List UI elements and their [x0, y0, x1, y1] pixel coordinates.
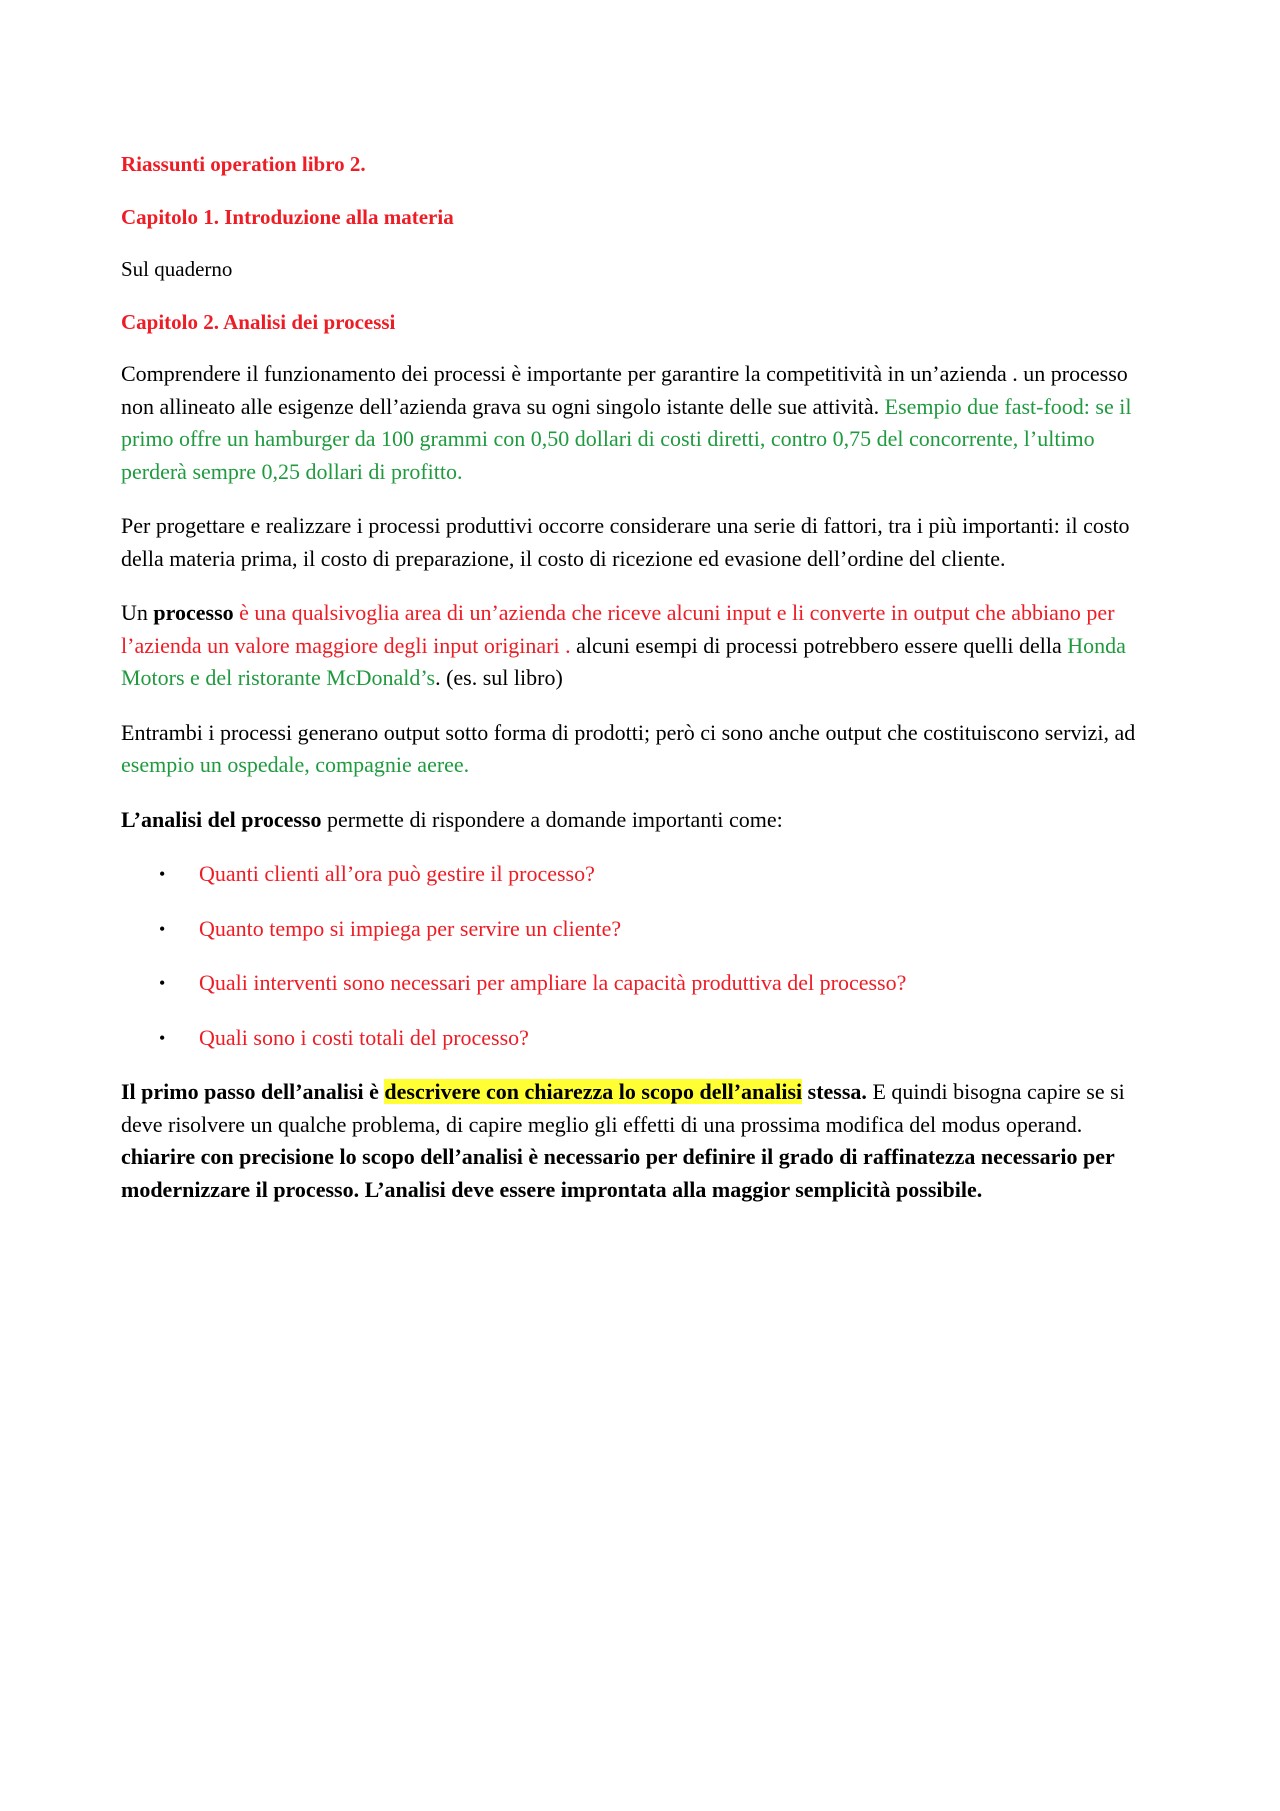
document-page: [121, 148, 1161, 1206]
bullet-icon: •: [159, 973, 166, 993]
bold-lead: Il primo passo dell’analisi è: [121, 1079, 379, 1104]
paragraph-fattori: Per progettare e realizzare i processi produttivi occorre considerare una serie di fattori, tra i più importanti: il costo della materia prima, il costo di preparazione, il costo di ricezione ed evasione dell’ordine del cliente.: [121, 513, 1130, 571]
paragraph-text: Comprendere il funzionamento dei processi è importante per garantire la competitività in un’azienda . un processo non allineato alle esigenze dell’azienda grava su ogni singolo istante delle sue attività.: [121, 361, 1128, 419]
paragraph-lead: Un: [121, 600, 148, 625]
fast-food-example: Esempio due fast-food: se il primo offre un hamburger da 100 grammi con 0,50 dollari di costi diretti, contro 0,75 del concorrente, l’ultimo perderà sempre 0,25 dollari di profitto.: [121, 393, 1132, 484]
paragraph-text: E quindi bisogna capire se si deve risolvere un qualche problema, di capire meglio gli effetti di una prossima modifica del modus operand.: [121, 1079, 1125, 1137]
question-text: Quali sono i costi totali del processo?: [199, 1024, 529, 1050]
term-processo: processo: [153, 600, 234, 625]
list-item: [121, 1022, 1161, 1055]
processo-definition: è una qualsivoglia area di un’azienda che riceve alcuni input e li converte in output che abbiano per l’azienda un valore maggiore degli input originari .: [121, 600, 1115, 658]
paragraph-text: Entrambi i processi generano output sotto forma di prodotti; però ci sono anche output che costituiscono servizi, ad: [121, 719, 1136, 745]
highlighted-text: descrivere con chiarezza lo scopo dell’analisi: [384, 1079, 803, 1104]
processo-examples: Honda Motors e del ristorante McDonald’s: [121, 632, 1126, 690]
paragraph-tail: . (es. sul libro): [435, 665, 563, 690]
term-analisi-processo: L’analisi del processo: [121, 806, 322, 832]
list-item: [121, 967, 1161, 1000]
servizi-example: esempio un ospedale, compagnie aeree.: [121, 752, 470, 777]
list-item: [121, 913, 1161, 946]
chapter1-heading: Capitolo 1. Introduzione alla materia: [121, 204, 454, 229]
paragraph-analisi: [121, 804, 1161, 837]
chapter1-note: Sul quaderno: [121, 257, 233, 281]
chapter2-heading: Capitolo 2. Analisi dei processi: [121, 309, 396, 334]
bullet-icon: •: [159, 918, 166, 939]
question-text: Quali interventi sono necessari per ampliare la capacità produttiva del processo?: [199, 970, 907, 995]
paragraph-primo-passo: [121, 1076, 1161, 1206]
paragraph-definizione-processo: [121, 597, 1161, 695]
list-item: [121, 858, 1161, 891]
bold-after: stessa.: [807, 1079, 867, 1104]
paragraph-text: permette di rispondere a domande importanti come:: [326, 806, 783, 832]
bold-conclusion: chiarire con precisione lo scopo dell’analisi è necessario per definire il grado di raffinatezza necessario per modernizzare il processo. L’analisi deve essere improntata alla maggior semplicità possibile.: [121, 1144, 1115, 1202]
questions-list: [121, 858, 1161, 1054]
question-text: Quanto tempo si impiega per servire un cliente?: [199, 915, 622, 941]
bullet-icon: •: [159, 1027, 166, 1048]
paragraph-text: alcuni esempi di processi potrebbero essere quelli della: [576, 632, 1062, 658]
document-title: Riassunti operation libro 2.: [121, 152, 366, 176]
question-text: Quanti clienti all’ora può gestire il processo?: [199, 861, 595, 886]
paragraph-competitivita: [121, 358, 1161, 488]
paragraph-output: [121, 717, 1161, 782]
bullet-icon: •: [159, 864, 166, 884]
